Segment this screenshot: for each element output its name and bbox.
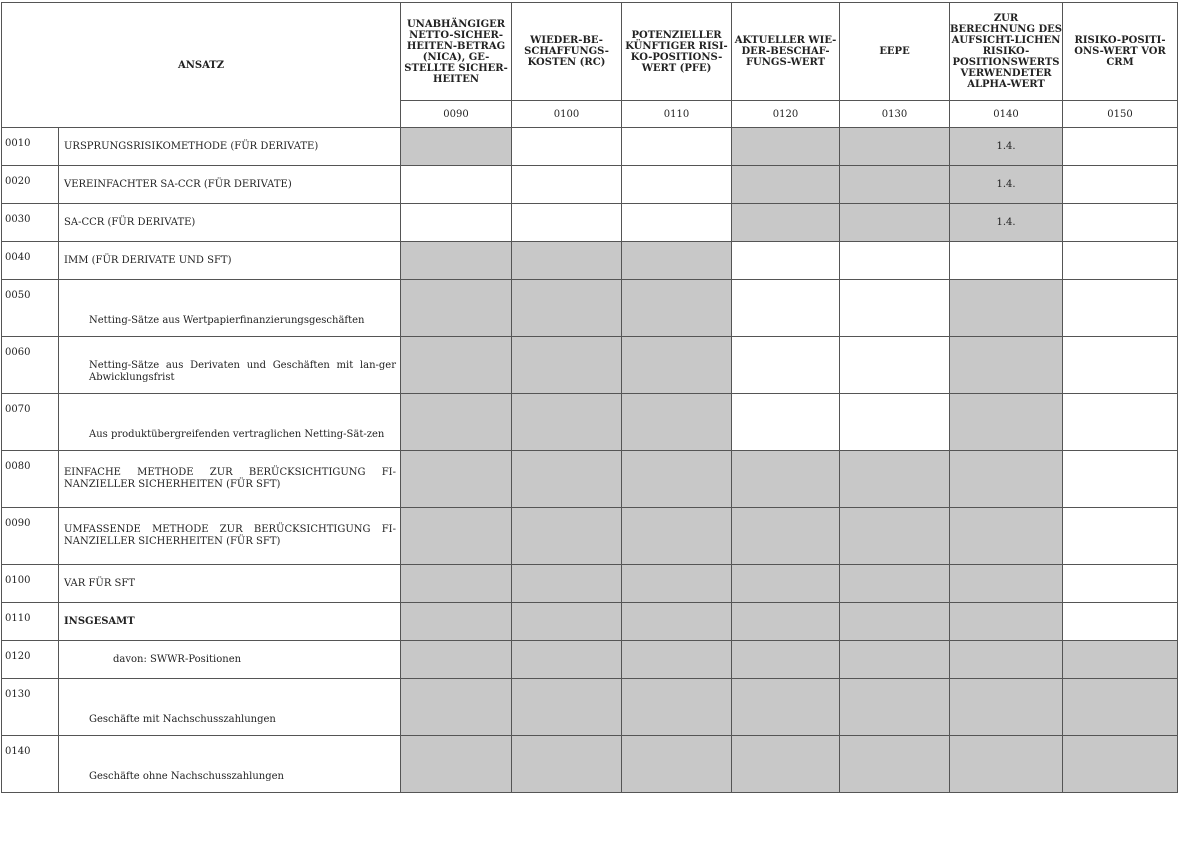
row-code: 0020 bbox=[2, 166, 59, 204]
shaded-cell bbox=[1063, 679, 1178, 736]
shaded-cell bbox=[950, 508, 1063, 565]
input-cell[interactable] bbox=[840, 242, 950, 280]
shaded-cell bbox=[512, 603, 622, 641]
shaded-cell bbox=[732, 508, 840, 565]
input-cell[interactable] bbox=[732, 280, 840, 337]
input-cell[interactable] bbox=[840, 394, 950, 451]
input-cell[interactable] bbox=[1063, 337, 1178, 394]
shaded-cell bbox=[512, 280, 622, 337]
input-cell[interactable] bbox=[1063, 128, 1178, 166]
shaded-cell bbox=[950, 603, 1063, 641]
row-label: davon: SWWR-Positionen bbox=[59, 641, 401, 679]
alpha-value-cell: 1.4. bbox=[950, 166, 1063, 204]
shaded-cell bbox=[840, 508, 950, 565]
shaded-cell bbox=[401, 451, 512, 508]
input-cell[interactable] bbox=[732, 337, 840, 394]
shaded-cell bbox=[401, 280, 512, 337]
shaded-cell bbox=[401, 128, 512, 166]
shaded-cell bbox=[732, 679, 840, 736]
column-code: 0110 bbox=[622, 101, 732, 128]
row-code: 0060 bbox=[2, 337, 59, 394]
shaded-cell bbox=[840, 603, 950, 641]
shaded-cell bbox=[622, 565, 732, 603]
table-row bbox=[2, 736, 1178, 793]
table-row bbox=[2, 451, 1178, 508]
table-row bbox=[2, 280, 1178, 337]
table-row bbox=[2, 128, 1178, 166]
shaded-cell bbox=[622, 679, 732, 736]
shaded-cell bbox=[840, 204, 950, 242]
column-header-0140: ZUR BERECHNUNG DES AUFSICHT-LICHEN RISIKO-POSITIONSWERTS VERWENDETER ALPHA-WERT bbox=[950, 3, 1063, 101]
column-code: 0150 bbox=[1063, 101, 1178, 128]
shaded-cell bbox=[950, 394, 1063, 451]
shaded-cell bbox=[512, 641, 622, 679]
shaded-cell bbox=[512, 394, 622, 451]
input-cell[interactable] bbox=[1063, 394, 1178, 451]
row-code: 0100 bbox=[2, 565, 59, 603]
input-cell[interactable] bbox=[840, 337, 950, 394]
input-cell[interactable] bbox=[622, 166, 732, 204]
shaded-cell bbox=[401, 394, 512, 451]
shaded-cell bbox=[1063, 736, 1178, 793]
row-code: 0040 bbox=[2, 242, 59, 280]
shaded-cell bbox=[622, 242, 732, 280]
column-header-0150: RISIKO-POSITI-ONS-WERT VOR CRM bbox=[1063, 3, 1178, 101]
row-code: 0120 bbox=[2, 641, 59, 679]
input-cell[interactable] bbox=[1063, 508, 1178, 565]
shaded-cell bbox=[401, 603, 512, 641]
input-cell[interactable] bbox=[1063, 166, 1178, 204]
column-code: 0140 bbox=[950, 101, 1063, 128]
table-row bbox=[2, 508, 1178, 565]
column-code: 0120 bbox=[732, 101, 840, 128]
input-cell[interactable] bbox=[1063, 204, 1178, 242]
input-cell[interactable] bbox=[512, 204, 622, 242]
shaded-cell bbox=[950, 641, 1063, 679]
shaded-cell bbox=[840, 166, 950, 204]
row-code: 0130 bbox=[2, 679, 59, 736]
shaded-cell bbox=[622, 736, 732, 793]
row-label: Netting-Sätze aus Derivaten und Geschäften mit lan-ger Abwicklungsfrist bbox=[59, 337, 401, 394]
row-code: 0080 bbox=[2, 451, 59, 508]
shaded-cell bbox=[840, 679, 950, 736]
table-row bbox=[2, 679, 1178, 736]
row-label: Geschäfte mit Nachschusszahlungen bbox=[59, 679, 401, 736]
input-cell[interactable] bbox=[1063, 603, 1178, 641]
shaded-cell bbox=[401, 565, 512, 603]
table-row bbox=[2, 641, 1178, 679]
row-label: INSGESAMT bbox=[59, 603, 401, 641]
row-label: EINFACHE METHODE ZUR BERÜCKSICHTIGUNG FI-NANZIELLER SICHERHEITEN (FÜR SFT) bbox=[59, 451, 401, 508]
row-code: 0010 bbox=[2, 128, 59, 166]
shaded-cell bbox=[401, 508, 512, 565]
input-cell[interactable] bbox=[950, 242, 1063, 280]
column-header-0100: WIEDER-BE-SCHAFFUNGS-KOSTEN (RC) bbox=[512, 3, 622, 101]
input-cell[interactable] bbox=[732, 394, 840, 451]
column-code: 0100 bbox=[512, 101, 622, 128]
input-cell[interactable] bbox=[512, 166, 622, 204]
row-label: SA-CCR (FÜR DERIVATE) bbox=[59, 204, 401, 242]
row-label: URSPRUNGSRISIKOMETHODE (FÜR DERIVATE) bbox=[59, 128, 401, 166]
shaded-cell bbox=[622, 603, 732, 641]
table-row bbox=[2, 204, 1178, 242]
shaded-cell bbox=[732, 128, 840, 166]
shaded-cell bbox=[622, 394, 732, 451]
shaded-cell bbox=[401, 679, 512, 736]
shaded-cell bbox=[622, 280, 732, 337]
column-code: 0090 bbox=[401, 101, 512, 128]
shaded-cell bbox=[950, 736, 1063, 793]
input-cell[interactable] bbox=[401, 204, 512, 242]
row-code: 0110 bbox=[2, 603, 59, 641]
column-header-0130: EEPE bbox=[840, 3, 950, 101]
table-row bbox=[2, 337, 1178, 394]
shaded-cell bbox=[1063, 641, 1178, 679]
shaded-cell bbox=[840, 736, 950, 793]
row-label: Netting-Sätze aus Wertpapierfinanzierungsgeschäften bbox=[59, 280, 401, 337]
shaded-cell bbox=[732, 736, 840, 793]
shaded-cell bbox=[401, 736, 512, 793]
table-row bbox=[2, 242, 1178, 280]
input-cell[interactable] bbox=[1063, 451, 1178, 508]
column-header-0120: AKTUELLER WIE-DER-BESCHAF-FUNGS-WERT bbox=[732, 3, 840, 101]
row-label: Geschäfte ohne Nachschusszahlungen bbox=[59, 736, 401, 793]
ansatz-header: ANSATZ bbox=[2, 3, 401, 128]
shaded-cell bbox=[512, 679, 622, 736]
row-code: 0070 bbox=[2, 394, 59, 451]
shaded-cell bbox=[401, 337, 512, 394]
shaded-cell bbox=[512, 451, 622, 508]
shaded-cell bbox=[512, 565, 622, 603]
shaded-cell bbox=[732, 565, 840, 603]
shaded-cell bbox=[401, 242, 512, 280]
shaded-cell bbox=[732, 641, 840, 679]
shaded-cell bbox=[622, 641, 732, 679]
shaded-cell bbox=[840, 128, 950, 166]
shaded-cell bbox=[840, 641, 950, 679]
shaded-cell bbox=[732, 166, 840, 204]
column-header-0110: POTENZIELLER KÜNFTIGER RISI-KO-POSITIONS-WERT (PFE) bbox=[622, 3, 732, 101]
header-row bbox=[2, 3, 1178, 101]
shaded-cell bbox=[840, 565, 950, 603]
input-cell[interactable] bbox=[401, 166, 512, 204]
row-label: VAR FÜR SFT bbox=[59, 565, 401, 603]
row-label: VEREINFACHTER SA-CCR (FÜR DERIVATE) bbox=[59, 166, 401, 204]
shaded-cell bbox=[732, 603, 840, 641]
shaded-cell bbox=[512, 736, 622, 793]
shaded-cell bbox=[950, 337, 1063, 394]
alpha-value-cell: 1.4. bbox=[950, 204, 1063, 242]
table-row bbox=[2, 603, 1178, 641]
shaded-cell bbox=[732, 204, 840, 242]
input-cell[interactable] bbox=[1063, 280, 1178, 337]
row-code: 0030 bbox=[2, 204, 59, 242]
row-label: UMFASSENDE METHODE ZUR BERÜCKSICHTIGUNG FI-NANZIELLER SICHERHEITEN (FÜR SFT) bbox=[59, 508, 401, 565]
row-label: Aus produktübergreifenden vertraglichen Netting-Sät-zen bbox=[59, 394, 401, 451]
shaded-cell bbox=[950, 451, 1063, 508]
input-cell[interactable] bbox=[1063, 242, 1178, 280]
table-row bbox=[2, 565, 1178, 603]
column-code: 0130 bbox=[840, 101, 950, 128]
column-header-0090: UNABHÄNGIGER NETTO-SICHER-HEITEN-BETRAG (NICA), GE-STELLTE SICHER-HEITEN bbox=[401, 3, 512, 101]
shaded-cell bbox=[512, 242, 622, 280]
shaded-cell bbox=[732, 451, 840, 508]
shaded-cell bbox=[622, 508, 732, 565]
input-cell[interactable] bbox=[512, 128, 622, 166]
row-code: 0090 bbox=[2, 508, 59, 565]
input-cell[interactable] bbox=[622, 204, 732, 242]
row-label: IMM (FÜR DERIVATE UND SFT) bbox=[59, 242, 401, 280]
table-row bbox=[2, 394, 1178, 451]
shaded-cell bbox=[622, 337, 732, 394]
alpha-value-cell: 1.4. bbox=[950, 128, 1063, 166]
shaded-cell bbox=[840, 451, 950, 508]
shaded-cell bbox=[950, 565, 1063, 603]
row-code: 0050 bbox=[2, 280, 59, 337]
row-code: 0140 bbox=[2, 736, 59, 793]
shaded-cell bbox=[401, 641, 512, 679]
input-cell[interactable] bbox=[840, 280, 950, 337]
shaded-cell bbox=[512, 337, 622, 394]
shaded-cell bbox=[512, 508, 622, 565]
form-body bbox=[2, 128, 1178, 793]
input-cell[interactable] bbox=[732, 242, 840, 280]
shaded-cell bbox=[622, 451, 732, 508]
table-row bbox=[2, 166, 1178, 204]
shaded-cell bbox=[950, 679, 1063, 736]
shaded-cell bbox=[950, 280, 1063, 337]
input-cell[interactable] bbox=[622, 128, 732, 166]
ccr-form-table bbox=[1, 2, 1178, 793]
input-cell[interactable] bbox=[1063, 565, 1178, 603]
